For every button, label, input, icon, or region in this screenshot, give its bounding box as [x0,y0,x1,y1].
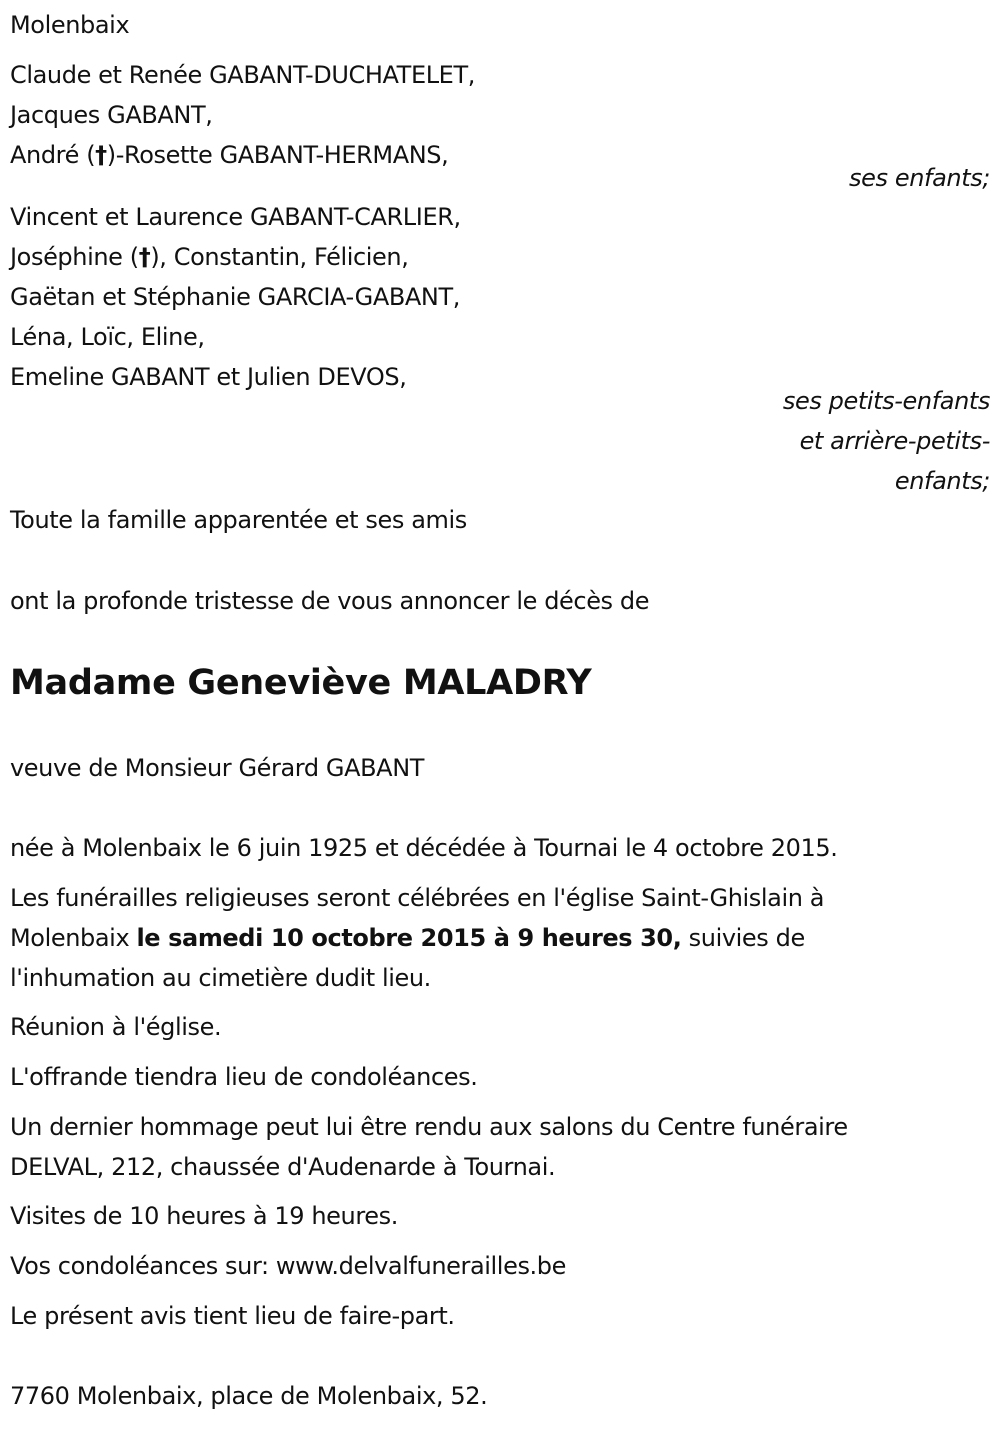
funeral-line-3: l'inhumation au cimetière dudit lieu. [10,964,431,992]
condolences-link[interactable]: www.delvalfunerailles.be [275,1252,566,1280]
grandchild-line-2-suffix: ), Constantin, Félicien, [150,243,409,271]
meeting-text: Réunion à l'église. [10,1013,222,1041]
cross-icon: † [138,243,151,271]
cross-icon: † [95,141,107,169]
address-text: 7760 Molenbaix, place de Molenbaix, 52. [10,1382,488,1410]
grandchild-line-2 [10,237,408,277]
grandchildren-relation-2: et arrière-petits- [799,427,990,455]
grandchild-line-3: Gaëtan et Stéphanie GARCIA-GABANT, [10,283,460,311]
notice-text: Le présent avis tient lieu de faire-part. [10,1302,455,1330]
tribute-line-2: DELVAL, 212, chaussée d'Audenarde à Tournai. [10,1153,556,1181]
child-line-2: Jacques GABANT, [10,101,213,129]
grandchild-line-1: Vincent et Laurence GABANT-CARLIER, [10,203,461,231]
children-relation: ses enfants; [849,164,990,192]
funeral-line-2-prefix: Molenbaix [10,924,137,952]
grandchild-line-2-prefix: Joséphine ( [10,243,139,271]
funeral-line-2-suffix: suivies de [681,924,805,952]
birth-death-text: née à Molenbaix le 6 juin 1925 et décédée à Tournai le 4 octobre 2015. [10,834,838,862]
location-heading: Molenbaix [10,11,130,39]
child-line-1: Claude et Renée GABANT-DUCHATELET, [10,61,475,89]
grandchild-line-4: Léna, Loïc, Eline, [10,323,205,351]
child-line-3-suffix: )-Rosette GABANT-HERMANS, [106,141,449,169]
grandchildren-relation-1: ses petits-enfants [782,387,990,415]
grandchild-line-5: Emeline GABANT et Julien DEVOS, [10,363,407,391]
child-line-3-prefix: André ( [10,141,96,169]
announcement-text: ont la profonde tristesse de vous annoncer le décès de [10,587,650,615]
funeral-line-1: Les funérailles religieuses seront célébrées en l'église Saint-Ghislain à [10,884,825,912]
condolences-line [10,1246,566,1286]
family-text: Toute la famille apparentée et ses amis [10,506,467,534]
tribute-line-1: Un dernier hommage peut lui être rendu aux salons du Centre funéraire [10,1113,848,1141]
grandchildren-relation-3: enfants; [894,467,990,495]
funeral-line-2 [10,918,805,958]
widow-of-text: veuve de Monsieur Gérard GABANT [10,754,425,782]
child-line-3 [10,135,448,175]
deceased-name: Madame Geneviève MALADRY [10,663,592,703]
visits-text: Visites de 10 heures à 19 heures. [10,1202,398,1230]
condolences-prefix: Vos condoléances sur: [10,1252,276,1280]
offering-text: L'offrande tiendra lieu de condoléances. [10,1063,478,1091]
funeral-date-time: le samedi 10 octobre 2015 à 9 heures 30, [136,924,682,952]
